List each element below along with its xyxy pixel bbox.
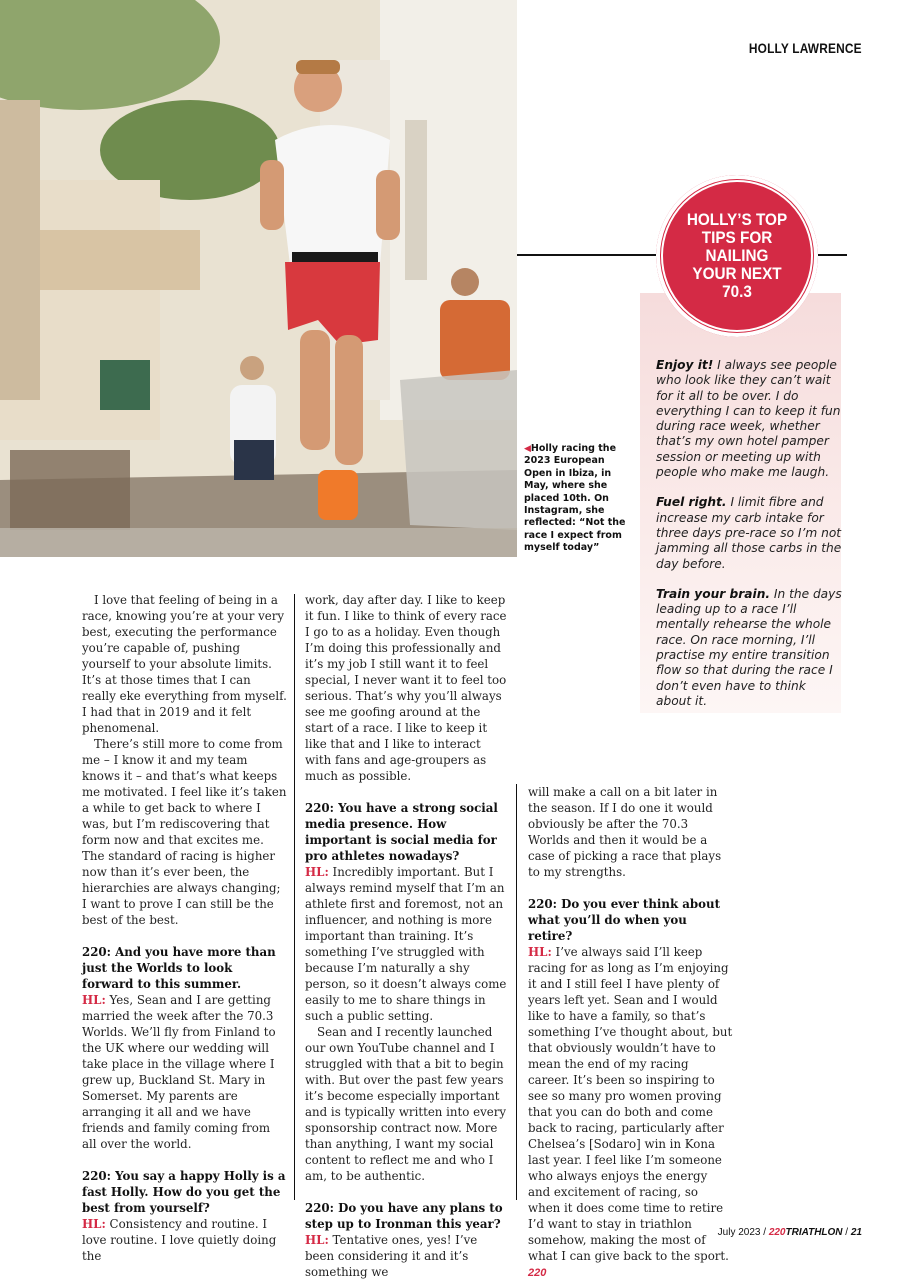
body-paragraph: I love that feeling of being in a race, knowing you’re at your very best, executing the performance you’re capable of, pushing yourself to your absolute limits. It’s at those times that I can really eke everything from myself. I had that in 2019 and it felt phenomenal. <box>82 593 287 735</box>
tip-item <box>656 495 844 571</box>
tip-text: In the days leading up to a race I’ll mentally rehearse the whole race. On race morning, I’ll practise my entire transition flow so that during the race I don’t even have to think about it. <box>656 586 842 708</box>
hl-tag: HL: <box>305 1233 329 1247</box>
tip-text: I limit fibre and increase my carb intake for three days pre-race so I’m not jamming all those carbs in the day before. <box>656 495 842 571</box>
brand-name: TRIATHLON <box>785 1227 843 1238</box>
article-photo <box>0 0 517 557</box>
article-column-3 <box>528 784 733 1281</box>
article-column-1 <box>82 592 287 1264</box>
hl-tag: HL: <box>305 865 329 879</box>
issue-date: July 2023 <box>717 1227 761 1238</box>
section-tag: HOLLY LAWRENCE <box>749 40 862 56</box>
interview-question: 220: Do you ever think about what you’ll do when you retire? <box>528 897 721 943</box>
tip-title: Train your brain. <box>656 586 770 601</box>
answer-text: Consistency and routine. I love routine. I love quietly doing the <box>82 1217 277 1263</box>
answer-text: Incredibly important. But I always remind myself that I’m an athlete first and foremost, not an influencer, and nothing is more important than training. It’s something I’ve struggled with because I’m naturally a shy person, so it doesn’t always come easily to me to share things in such a public setting. <box>305 865 507 1023</box>
page-number: 21 <box>850 1227 862 1238</box>
answer-text: Yes, Sean and I are getting married the week after the 70.3 Worlds. We’ll fly from Finland to the UK where our wedding will take place in the village where I grew up, Buckland St. Mary in Somerset. My parents are arranging it all and we have friends and family coming from all over the world. <box>82 993 276 1151</box>
answer-text: I’ve always said I’ll keep racing for as long as I’m enjoying it and I still feel I have plenty of years left yet. Sean and I would like to have a family, so that’s something I’ve thought about, but that obviously wouldn’t have to mean the end of my racing career. It’s been so inspiring to see so many pro women proving that you can do both and come back to racing, particularly after Chelsea’s [Sodaro] win in Kona last year. I feel like I’m someone who always enjoys the energy and excitement of racing, so when it does come time to retire I’d want to stay in triathlon somehow, making the most of what I can give back to the sport. <box>528 945 733 1263</box>
body-paragraph: will make a call on a bit later in the season. If I do one it would obviously be after the 70.3 Worlds and then it would be a case of picking a race that plays to my strengths. <box>528 785 722 879</box>
article-column-2 <box>305 592 510 1280</box>
tip-title: Fuel right. <box>656 495 727 510</box>
tip-item <box>656 587 844 709</box>
interview-question: 220: You have a strong social media presence. How important is social media for pro athletes nowadays? <box>305 801 498 863</box>
tip-item <box>656 358 844 480</box>
end-mark-logo: 220 <box>528 1267 547 1279</box>
interview-question: 220: Do you have any plans to step up to Ironman this year? <box>305 1201 503 1231</box>
interview-answer <box>305 1232 510 1280</box>
answer-text: Tentative ones, yes! I’ve been considering it and it’s something we <box>305 1233 478 1279</box>
interview-question: 220: And you have more than just the Worlds to look forward to this summer. <box>82 945 276 991</box>
photo-illustration <box>0 0 517 557</box>
interview-answer <box>528 944 733 1281</box>
tip-text: I always see people who look like they can’t wait for it all to be over. I do everything I can to keep it fun during race week, whether that’s my own hotel pamper session or meeting up with people who make me laugh. <box>656 358 841 480</box>
tips-list <box>656 358 844 724</box>
body-paragraph: work, day after day. I like to keep it fun. I like to think of every race I go to as a holiday. Even though I’m doing this professionally and it’s my job I still want it to feel special, I never want it to feel too serious. That’s why you’ll always see me goofing around at the start of a race. I like to keep it like that and I like to interact with fans and age-groupers as much as possible. <box>305 593 507 783</box>
hl-tag: HL: <box>82 1217 106 1231</box>
column-divider <box>294 594 295 1200</box>
interview-question: 220: You say a happy Holly is a fast Holly. How do you get the best from yourself? <box>82 1169 286 1215</box>
body-paragraph: Sean and I recently launched our own YouTube channel and I struggled with that a bit to begin with. But over the past few years it’s become especially important and is typically written into every sponsorship contract now. More than anything, I want my social content to reflect me and who I am, to be authentic. <box>305 1025 507 1183</box>
hl-tag: HL: <box>82 993 106 1007</box>
caption-text: Holly racing the 2023 European Open in Ibiza, in May, where she placed 10th. On Instagram, she reflected: “Not the race I expect from myself today” <box>524 443 626 554</box>
interview-answer <box>305 864 510 1024</box>
tip-title: Enjoy it! <box>656 358 714 372</box>
body-paragraph: There’s still more to come from me – I know it and my team knows it – and that’s what keeps me motivated. I feel like it’s taken a while to get back to where I was, but I’m rediscovering that form now and that excites me. The standard of racing is higher now than it’s ever been, the hierarchies are always changing; I want to prove I can still be the best of the best. <box>82 737 287 927</box>
tips-badge-title: HOLLY’S TOP TIPS FOR NAILING YOUR NEXT 70.3 <box>686 210 788 301</box>
caption-arrow-icon: ◀ <box>524 444 531 454</box>
hl-tag: HL: <box>528 945 552 959</box>
footer-separator: / <box>760 1227 769 1238</box>
interview-answer <box>82 1216 287 1264</box>
footer-separator: / <box>842 1227 851 1238</box>
page-footer <box>718 1227 862 1238</box>
brand-number: 220 <box>768 1227 786 1238</box>
column-divider <box>516 784 517 1200</box>
tips-badge <box>656 175 818 337</box>
photo-caption <box>524 443 628 555</box>
interview-answer <box>82 992 287 1152</box>
